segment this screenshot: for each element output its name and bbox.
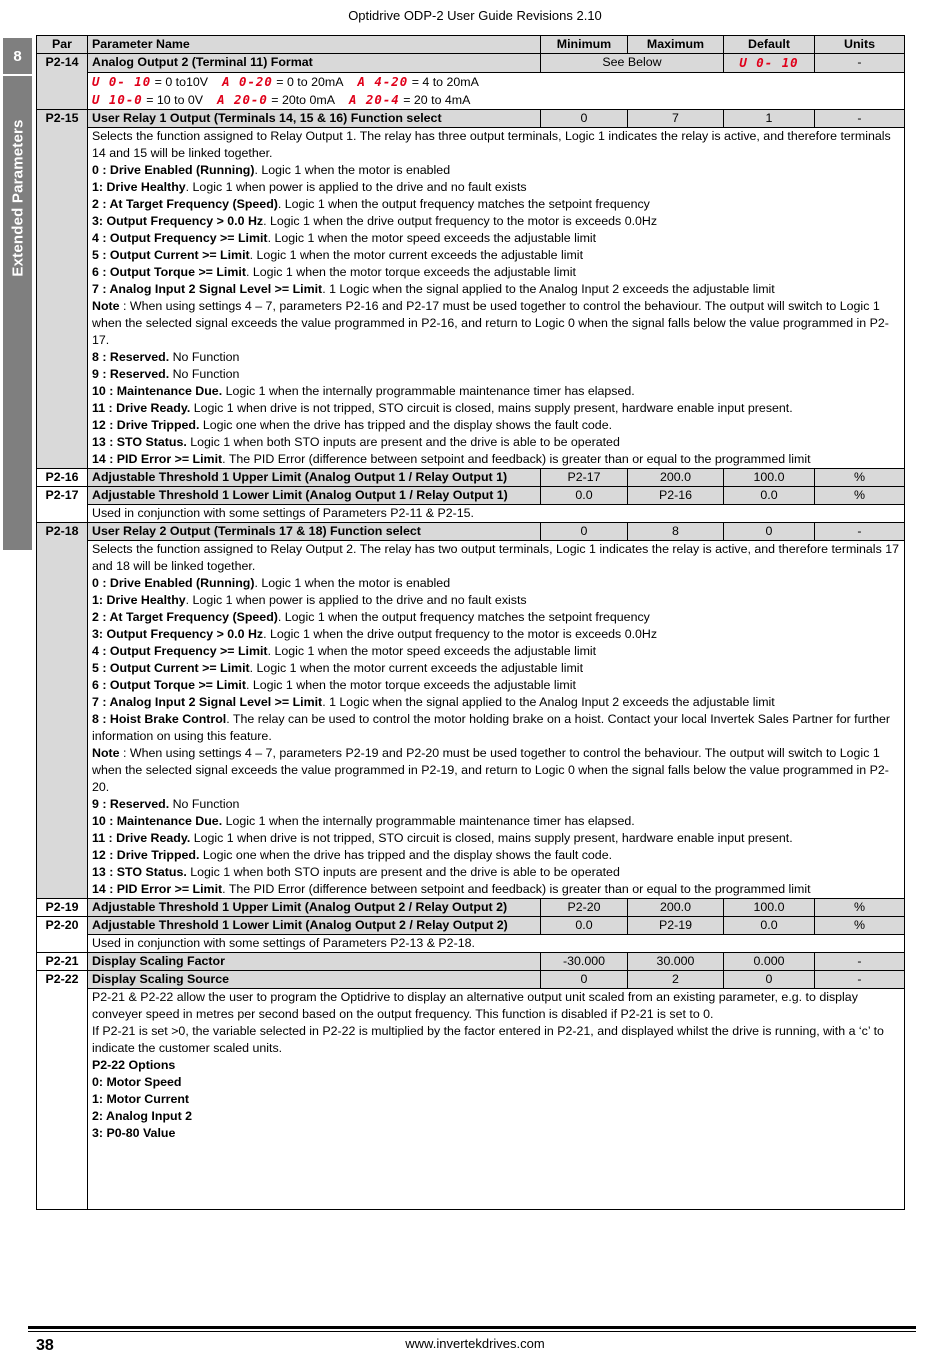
- param-max: 30.000: [628, 953, 724, 971]
- option-text: Logic 1 when the internally programmable maintenance timer has elapsed.: [222, 384, 635, 398]
- option-label: 11 : Drive Ready.: [92, 401, 191, 415]
- option-label: 1: Motor Current: [92, 1092, 190, 1106]
- param-name: Adjustable Threshold 1 Lower Limit (Analog Output 2 / Relay Output 2): [88, 917, 541, 935]
- option-label: 13 : STO Status.: [92, 435, 187, 449]
- param-name: User Relay 2 Output (Terminals 17 & 18) Function select: [88, 523, 541, 541]
- param-name: Display Scaling Source: [88, 971, 541, 989]
- param-max: P2-19: [628, 917, 724, 935]
- param-max: 200.0: [628, 469, 724, 487]
- param-min: 0.0: [541, 917, 628, 935]
- option-text: . Logic 1 when the motor torque exceeds the adjustable limit: [245, 678, 576, 692]
- description-line: [92, 881, 900, 898]
- description-line: [92, 196, 900, 213]
- param-max: 8: [628, 523, 724, 541]
- description-line: [92, 451, 900, 468]
- option-label: 0 : Drive Enabled (Running): [92, 163, 255, 177]
- chapter-number: 8: [3, 38, 32, 76]
- option-label: 3: P0-80 Value: [92, 1126, 176, 1140]
- description-line: [92, 1091, 900, 1108]
- param-max: 7: [628, 110, 724, 128]
- description-line: [92, 383, 900, 400]
- footer-rule: [28, 1331, 916, 1332]
- option-text: . Logic 1 when the motor is enabled: [254, 163, 451, 177]
- description-line: [92, 745, 900, 796]
- param-max: 2: [628, 971, 724, 989]
- option-text: No Function: [169, 797, 240, 811]
- param-id: P2-21: [37, 953, 88, 971]
- param-default: 0.0: [724, 917, 815, 935]
- param-row-p2-20: [37, 917, 905, 935]
- option-label: 8 : Hoist Brake Control: [92, 712, 227, 726]
- param-units: -: [815, 54, 905, 73]
- description-line: [92, 1108, 900, 1125]
- param-default: 0.000: [724, 953, 815, 971]
- param-min: P2-17: [541, 469, 628, 487]
- description-line: [92, 711, 900, 745]
- param-name: Adjustable Threshold 1 Upper Limit (Analog Output 2 / Relay Output 2): [88, 899, 541, 917]
- description-line: [92, 575, 900, 592]
- param-min: P2-20: [541, 899, 628, 917]
- param-default: 100.0: [724, 469, 815, 487]
- param-desc-p2-22: [37, 989, 905, 1210]
- col-default: Default: [724, 36, 815, 54]
- description-line: [92, 609, 900, 626]
- description-line: [92, 864, 900, 881]
- param-min: 0: [541, 971, 628, 989]
- option-label: 7 : Analog Input 2 Signal Level >= Limit: [92, 282, 323, 296]
- description-line: [92, 989, 900, 1023]
- param-row-p2-14: [37, 54, 905, 73]
- description-line: [92, 1074, 900, 1091]
- option-text: Logic 1 when both STO inputs are present and the drive is able to be operated: [186, 435, 620, 449]
- param-desc-p2-14: [37, 73, 905, 110]
- param-row-p2-16: [37, 469, 905, 487]
- description-line: [92, 230, 900, 247]
- option-label: 12 : Drive Tripped.: [92, 418, 200, 432]
- option-label: 14 : PID Error >= Limit: [92, 452, 223, 466]
- option-text: : When using settings 4 – 7, parameters P2-16 and P2-17 must be used together to control the behaviour. The output will switch to Logic 1 when the selected signal exceeds the value programmed in P2-16, and return to Logic 0 when the signal falls below the value programmed in P2-17.: [92, 299, 889, 347]
- option-text: . The PID Error (difference between setpoint and feedback) is greater than or equal to the programmed limit: [222, 882, 811, 896]
- option-text: Selects the function assigned to Relay Output 2. The relay has two output terminals, Logic 1 indicates the relay is active, and therefore terminals 17 and 18 will be linked together.: [92, 542, 899, 573]
- option-label: 12 : Drive Tripped.: [92, 848, 200, 862]
- param-description: [88, 541, 905, 899]
- option-label: 0: Motor Speed: [92, 1075, 182, 1089]
- param-id: P2-22: [37, 971, 88, 1210]
- option-text: . The PID Error (difference between setpoint and feedback) is greater than or equal to the programmed limit: [222, 452, 811, 466]
- option-label: 5 : Output Current >= Limit: [92, 661, 250, 675]
- option-label: 9 : Reserved.: [92, 367, 170, 381]
- option-label: 11 : Drive Ready.: [92, 831, 191, 845]
- param-id: P2-17: [37, 487, 88, 523]
- option-label: 7 : Analog Input 2 Signal Level >= Limit: [92, 695, 323, 709]
- format-line: [92, 91, 900, 109]
- option-text: Logic 1 when both STO inputs are present and the drive is able to be operated: [186, 865, 620, 879]
- option-text: . Logic 1 when the motor speed exceeds the adjustable limit: [267, 644, 597, 658]
- option-text: . Logic 1 when the output frequency matches the setpoint frequency: [277, 197, 650, 211]
- param-name: Display Scaling Factor: [88, 953, 541, 971]
- param-description: Used in conjunction with some settings of Parameters P2-13 & P2-18.: [88, 935, 905, 953]
- description-line: [92, 796, 900, 813]
- param-name: Adjustable Threshold 1 Upper Limit (Analog Output 1 / Relay Output 1): [88, 469, 541, 487]
- description-line: [92, 349, 900, 366]
- format-option: U 10-0 = 10 to 0V: [92, 92, 204, 107]
- col-par: Par: [37, 36, 88, 54]
- page-header: Optidrive ODP-2 User Guide Revisions 2.10: [348, 8, 602, 23]
- param-desc-p2-15: [37, 128, 905, 469]
- param-units: -: [815, 523, 905, 541]
- option-label: P2-22 Options: [92, 1058, 176, 1072]
- option-label: 2: Analog Input 2: [92, 1109, 193, 1123]
- param-default: 1: [724, 110, 815, 128]
- option-text: No Function: [169, 367, 240, 381]
- chapter-side-tab: [3, 38, 32, 550]
- footer-url: www.invertekdrives.com: [405, 1336, 545, 1351]
- param-name: Analog Output 2 (Terminal 11) Format: [88, 54, 541, 73]
- description-line: [92, 400, 900, 417]
- format-options: [88, 73, 905, 110]
- param-id: P2-20: [37, 917, 88, 953]
- description-line: [92, 366, 900, 383]
- option-text: . Logic 1 when the output frequency matches the setpoint frequency: [277, 610, 650, 624]
- option-text: Selects the function assigned to Relay Output 1. The relay has three output terminals, Logic 1 indicates the relay is active, and therefore terminals 14 and 15 will be linked together.: [92, 129, 891, 160]
- param-units: %: [815, 469, 905, 487]
- format-option: A 20-0 = 20to 0mA: [217, 92, 335, 107]
- option-text: . Logic 1 when the motor is enabled: [254, 576, 451, 590]
- description-line: [92, 247, 900, 264]
- option-text: Logic one when the drive has tripped and the display shows the fault code.: [199, 848, 613, 862]
- description-line: [92, 626, 900, 643]
- description-line: [92, 434, 900, 451]
- option-label: 1: Drive Healthy: [92, 593, 186, 607]
- param-default: 0: [724, 523, 815, 541]
- param-default: 100.0: [724, 899, 815, 917]
- description-line: [92, 660, 900, 677]
- option-text: . Logic 1 when the drive output frequency to the motor is exceeds 0.0Hz: [263, 627, 658, 641]
- param-id: P2-19: [37, 899, 88, 917]
- option-label: 5 : Output Current >= Limit: [92, 248, 250, 262]
- description-line: [92, 847, 900, 864]
- description-line: [92, 213, 900, 230]
- param-default: 0.0: [724, 487, 815, 505]
- option-label: 1: Drive Healthy: [92, 180, 186, 194]
- option-label: 14 : PID Error >= Limit: [92, 882, 223, 896]
- option-text: . 1 Logic when the signal applied to the Analog Input 2 exceeds the adjustable limit: [322, 282, 775, 296]
- description-line: [92, 1057, 900, 1074]
- option-text: . Logic 1 when the motor current exceeds the adjustable limit: [249, 661, 584, 675]
- option-text: . Logic 1 when the drive output frequency to the motor is exceeds 0.0Hz: [263, 214, 658, 228]
- format-option: A 4-20 = 4 to 20mA: [357, 74, 479, 89]
- option-label: Note: [92, 746, 120, 760]
- option-text: . The relay can be used to control the motor holding brake on a hoist. Contact your local Invertek Sales Partner for further information on using this feature.: [92, 712, 890, 743]
- param-units: %: [815, 899, 905, 917]
- option-label: 4 : Output Frequency >= Limit: [92, 644, 268, 658]
- chapter-label: Extended Parameters: [9, 119, 26, 277]
- param-row-p2-18: [37, 523, 905, 541]
- param-units: %: [815, 917, 905, 935]
- param-units: %: [815, 487, 905, 505]
- param-desc-p2-18: [37, 541, 905, 899]
- param-description: [88, 128, 905, 469]
- param-default: 0: [724, 971, 815, 989]
- option-text: Logic one when the drive has tripped and the display shows the fault code.: [199, 418, 613, 432]
- option-label: Note: [92, 299, 120, 313]
- description-line: [92, 298, 900, 349]
- description-line: [92, 1125, 900, 1142]
- param-max: P2-16: [628, 487, 724, 505]
- param-default: U 0- 10: [724, 54, 815, 73]
- option-text: . Logic 1 when the motor torque exceeds the adjustable limit: [245, 265, 576, 279]
- description-line: [92, 694, 900, 711]
- option-label: 13 : STO Status.: [92, 865, 187, 879]
- param-min: 0: [541, 523, 628, 541]
- option-label: 6 : Output Torque >= Limit: [92, 265, 246, 279]
- option-label: 10 : Maintenance Due.: [92, 384, 223, 398]
- description-line: [92, 813, 900, 830]
- option-text: . Logic 1 when power is applied to the drive and no fault exists: [185, 593, 527, 607]
- option-text: : When using settings 4 – 7, parameters P2-19 and P2-20 must be used together to control the behaviour. The output will switch to Logic 1 when the selected signal exceeds the value programmed in P2-19, and return to Logic 0 when the signal falls below the value programmed in P2-20.: [92, 746, 889, 794]
- option-text: . Logic 1 when the motor current exceeds the adjustable limit: [249, 248, 584, 262]
- option-label: 3: Output Frequency > 0.0 Hz: [92, 627, 264, 641]
- description-line: [92, 592, 900, 609]
- option-label: 9 : Reserved.: [92, 797, 170, 811]
- option-label: 6 : Output Torque >= Limit: [92, 678, 246, 692]
- param-name: User Relay 1 Output (Terminals 14, 15 & 16) Function select: [88, 110, 541, 128]
- param-name: Adjustable Threshold 1 Lower Limit (Analog Output 1 / Relay Output 1): [88, 487, 541, 505]
- param-min: -30.000: [541, 953, 628, 971]
- description-line: [92, 128, 900, 162]
- footer-rule: [28, 1326, 916, 1329]
- param-min: 0: [541, 110, 628, 128]
- param-units: -: [815, 110, 905, 128]
- param-id: P2-16: [37, 469, 88, 487]
- option-label: 2 : At Target Frequency (Speed): [92, 197, 278, 211]
- option-text: . Logic 1 when the motor speed exceeds the adjustable limit: [267, 231, 597, 245]
- param-max: 200.0: [628, 899, 724, 917]
- param-desc-p2-20: [37, 935, 905, 953]
- col-max: Maximum: [628, 36, 724, 54]
- param-row-p2-21: [37, 953, 905, 971]
- param-min: 0.0: [541, 487, 628, 505]
- option-text: . 1 Logic when the signal applied to the Analog Input 2 exceeds the adjustable limit: [322, 695, 775, 709]
- option-label: 3: Output Frequency > 0.0 Hz: [92, 214, 264, 228]
- format-option: U 0- 10 = 0 to10V: [92, 74, 209, 89]
- option-label: 2 : At Target Frequency (Speed): [92, 610, 278, 624]
- description-line: [92, 162, 900, 179]
- parameter-table: [36, 35, 905, 1210]
- description-line: [92, 643, 900, 660]
- option-text: P2-21 & P2-22 allow the user to program the Optidrive to display an alternative output unit scaled from an existing parameter, e.g. to display conveyer speed in metres per second based on the output frequency. This function is disabled if P2-21 is set to 0.: [92, 990, 858, 1021]
- description-line: [92, 264, 900, 281]
- description-line: [92, 179, 900, 196]
- col-units: Units: [815, 36, 905, 54]
- option-label: 0 : Drive Enabled (Running): [92, 576, 255, 590]
- description-line: [92, 281, 900, 298]
- option-text: Logic 1 when the internally programmable maintenance timer has elapsed.: [222, 814, 635, 828]
- option-text: If P2-21 is set >0, the variable selected in P2-22 is multiplied by the factor entered in P2-21, and displayed whilst the drive is running, with a ‘c’ to indicate the customer scaled units.: [92, 1024, 884, 1055]
- param-id: P2-18: [37, 523, 88, 899]
- param-row-p2-22: [37, 971, 905, 989]
- description-line: [92, 830, 900, 847]
- param-row-p2-15: [37, 110, 905, 128]
- option-text: . Logic 1 when power is applied to the drive and no fault exists: [185, 180, 527, 194]
- param-units: -: [815, 971, 905, 989]
- format-option: A 0-20 = 0 to 20mA: [222, 74, 344, 89]
- param-description: [88, 989, 905, 1210]
- option-text: Logic 1 when drive is not tripped, STO circuit is closed, mains supply present, hardware enable input present.: [190, 831, 793, 845]
- description-line: [92, 541, 900, 575]
- option-label: 4 : Output Frequency >= Limit: [92, 231, 268, 245]
- option-text: No Function: [169, 350, 240, 364]
- col-name: Parameter Name: [88, 36, 541, 54]
- param-id: P2-14: [37, 54, 88, 110]
- option-label: 8 : Reserved.: [92, 350, 170, 364]
- param-row-p2-19: [37, 899, 905, 917]
- param-range: See Below: [541, 54, 724, 73]
- option-label: 10 : Maintenance Due.: [92, 814, 223, 828]
- description-line: [92, 1023, 900, 1057]
- param-row-p2-17: [37, 487, 905, 505]
- param-id: P2-15: [37, 110, 88, 469]
- description-line: [92, 677, 900, 694]
- param-description: Used in conjunction with some settings of Parameters P2-11 & P2-15.: [88, 505, 905, 523]
- param-desc-p2-17: [37, 505, 905, 523]
- format-line: [92, 73, 900, 91]
- description-line: [92, 417, 900, 434]
- param-units: -: [815, 953, 905, 971]
- format-option: A 20-4 = 20 to 4mA: [349, 92, 471, 107]
- col-min: Minimum: [541, 36, 628, 54]
- page-number: 38: [36, 1337, 54, 1354]
- option-text: Logic 1 when drive is not tripped, STO circuit is closed, mains supply present, hardware enable input present.: [190, 401, 793, 415]
- table-header-row: [37, 36, 905, 54]
